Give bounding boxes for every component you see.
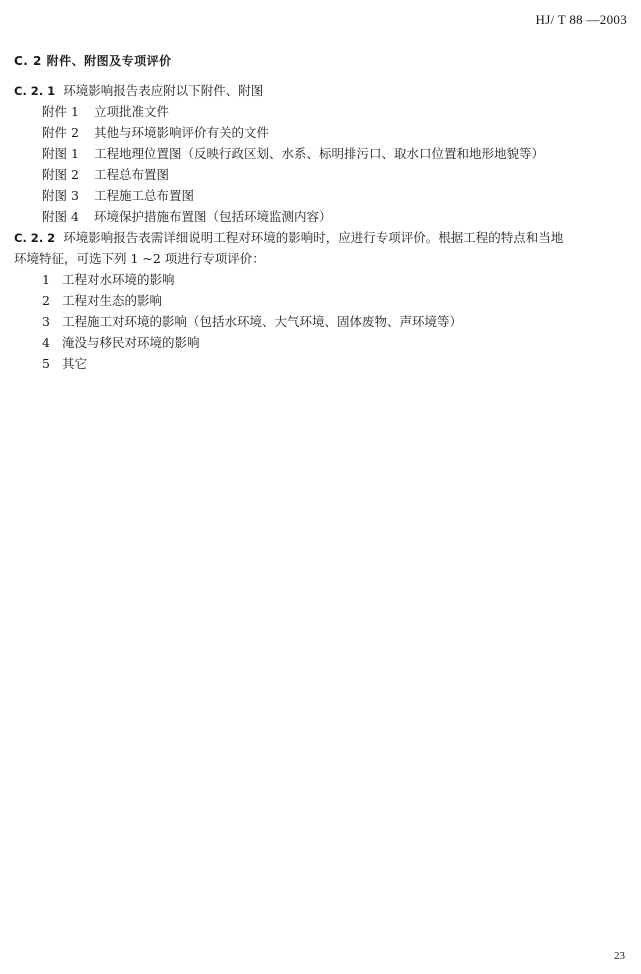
item-text: 工程对水环境的影响 [62, 272, 175, 287]
attachment-item [42, 104, 169, 120]
special-evaluation-item [42, 272, 175, 288]
item-number: 2 [42, 293, 50, 308]
item-number: 3 [42, 314, 50, 329]
attachment-item [42, 125, 269, 141]
clause-c22-text-line1: 环境影响报告表需详细说明工程对环境的影响时，应进行专项评价。根据工程的特点和当地 [63, 230, 564, 245]
special-evaluation-item [42, 293, 162, 309]
attachment-text: 立项批准文件 [94, 104, 170, 119]
attachment-label: 附件 1 [42, 104, 79, 119]
figure-text: 工程地理位置图（反映行政区划、水系、标明排污口、取水口位置和地形地貌等） [94, 146, 545, 161]
figure-item [42, 188, 194, 204]
figure-text: 环境保护措施布置图（包括环境监测内容） [94, 209, 332, 224]
section-title: C. 2 附件、附图及专项评价 [14, 54, 172, 68]
standard-number-header: HJ/ T 88 —2003 [535, 12, 627, 27]
clause-c22-heading [14, 230, 563, 246]
figure-text: 工程总布置图 [94, 167, 170, 182]
figure-text: 工程施工总布置图 [94, 188, 195, 203]
item-number: 5 [42, 356, 50, 371]
item-number: 1 [42, 272, 50, 287]
item-text: 其它 [62, 356, 88, 371]
figure-label: 附图 2 [42, 167, 79, 182]
item-number: 4 [42, 335, 50, 350]
special-evaluation-item [42, 314, 462, 330]
clause-c21-id: C. 2. 1 [14, 84, 56, 98]
figure-item [42, 209, 332, 225]
clause-c21-heading [14, 83, 263, 99]
attachment-text: 其他与环境影响评价有关的文件 [94, 125, 270, 140]
clause-c22-text-line2: 环境特征，可选下列 1 ~2 项进行专项评价： [14, 251, 265, 266]
figure-label: 附图 3 [42, 188, 79, 203]
figure-item [42, 167, 169, 183]
clause-c22-id: C. 2. 2 [14, 231, 56, 245]
special-evaluation-item [42, 335, 200, 351]
item-text: 工程施工对环境的影响（包括水环境、大气环境、固体废物、声环境等） [62, 314, 463, 329]
figure-item [42, 146, 544, 162]
item-text: 淹没与移民对环境的影响 [62, 335, 200, 350]
attachment-label: 附件 2 [42, 125, 79, 140]
special-evaluation-item [42, 356, 87, 372]
page-number: 23 [614, 950, 625, 962]
clause-c21-text: 环境影响报告表应附以下附件、附图 [63, 83, 264, 98]
item-text: 工程对生态的影响 [62, 293, 163, 308]
figure-label: 附图 1 [42, 146, 79, 161]
figure-label: 附图 4 [42, 209, 79, 224]
